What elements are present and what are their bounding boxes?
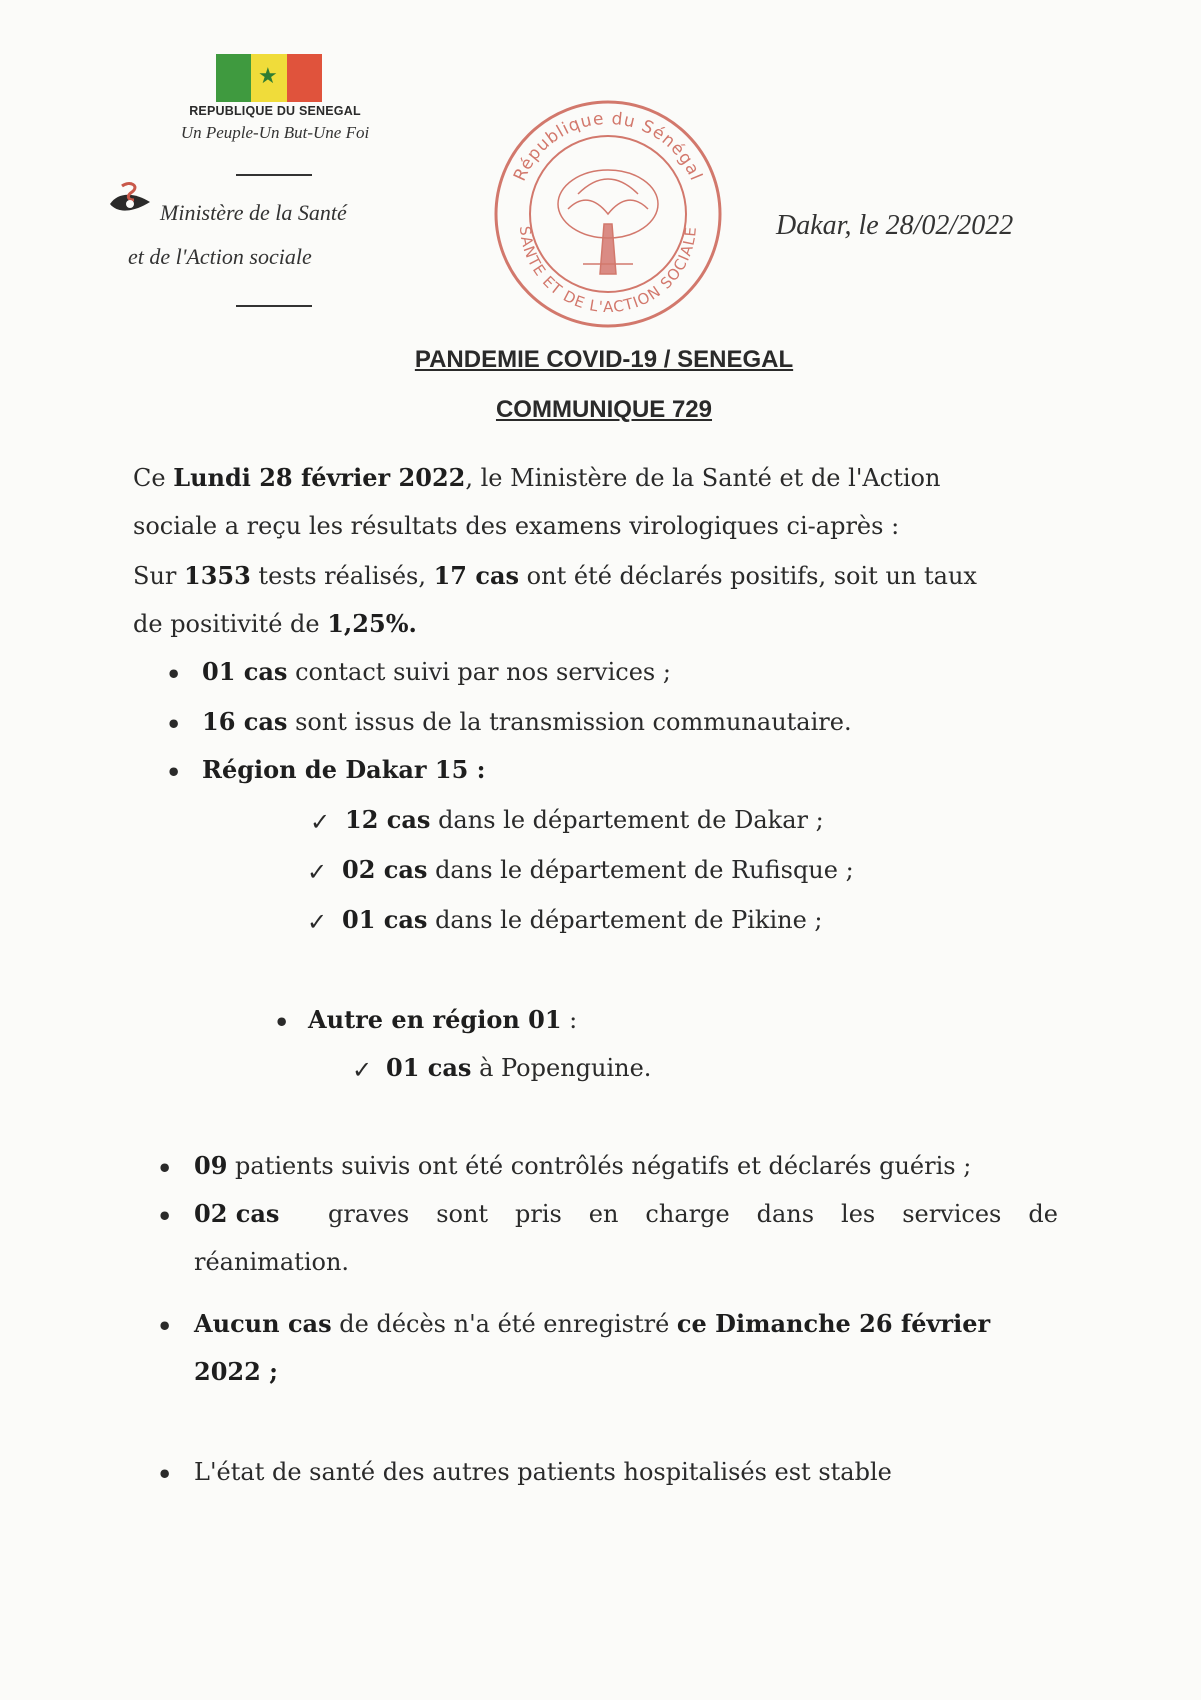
list-item: L'état de santé des autres patients hospitalisés est stable [194, 1458, 892, 1486]
list-item: 02 cas graves sont pris en charge dans les services de [194, 1199, 1058, 1228]
bullet-icon: • [166, 710, 182, 739]
list-item: Région de Dakar 15 : [202, 755, 486, 784]
list-item: 01 cas dans le département de Pikine ; [342, 905, 823, 934]
list-item: 09 patients suivis ont été contrôlés négatifs et déclarés guéris ; [194, 1151, 972, 1180]
intro-line: Ce Lundi 28 février 2022, le Ministère de la Santé et de l'Action [133, 463, 941, 492]
bullet-icon: • [157, 1312, 173, 1341]
intro-line: Sur 1353 tests réalisés, 17 cas ont été déclarés positifs, soit un taux [133, 561, 977, 590]
bullet-icon: • [157, 1460, 173, 1489]
ministry-logo-icon [104, 178, 156, 226]
national-motto: Un Peuple-Un But-Une Foi [180, 123, 370, 142]
document-date: Dakar, le 28/02/2022 [776, 210, 1014, 241]
senegal-flag [216, 54, 322, 102]
bullet-icon: • [166, 660, 182, 689]
divider [236, 174, 312, 176]
list-item: 16 cas sont issus de la transmission communautaire. [202, 707, 852, 736]
bullet-icon: • [166, 758, 182, 787]
star-icon: ★ [258, 64, 278, 89]
checkmark-icon: ✓ [307, 908, 328, 936]
checkmark-icon: ✓ [352, 1056, 373, 1084]
list-item-continuation: réanimation. [194, 1248, 350, 1276]
document-title: PANDEMIE COVID-19 / SENEGAL [414, 346, 794, 373]
list-item: 01 cas contact suivi par nos services ; [202, 657, 671, 686]
official-stamp [488, 94, 728, 334]
list-item: 01 cas à Popenguine. [386, 1053, 652, 1082]
republic-name: REPUBLIQUE DU SENEGAL [189, 104, 361, 118]
ministry-name-line2: et de l'Action sociale [128, 244, 312, 269]
checkmark-icon: ✓ [307, 858, 328, 886]
list-item-continuation: 2022 ; [194, 1357, 279, 1386]
justified-text: graves sont pris en charge dans les services de [328, 1200, 1058, 1228]
list-item: 12 cas dans le département de Dakar ; [345, 805, 824, 834]
list-item: Aucun cas de décès n'a été enregistré ce Dimanche 26 février [194, 1309, 991, 1338]
svg-text:SANTE ET DE L'ACTION SOCIALE: SANTE ET DE L'ACTION SOCIALE [515, 225, 701, 317]
list-item: 02 cas dans le département de Rufisque ; [342, 855, 854, 884]
bullet-icon: • [157, 1202, 173, 1231]
bullet-icon: • [157, 1154, 173, 1183]
bullet-icon: • [274, 1008, 290, 1037]
svg-text:République du Sénégal: République du Sénégal [509, 108, 707, 185]
ministry-name-line1: Ministère de la Santé [160, 200, 347, 225]
intro-line: sociale a reçu les résultats des examens virologiques ci-après : [133, 512, 900, 540]
divider [236, 305, 312, 307]
intro-line: de positivité de 1,25%. [133, 609, 417, 638]
communique-number: COMMUNIQUE 729 [495, 396, 713, 423]
checkmark-icon: ✓ [310, 808, 331, 836]
list-item: Autre en région 01 : [308, 1005, 578, 1034]
